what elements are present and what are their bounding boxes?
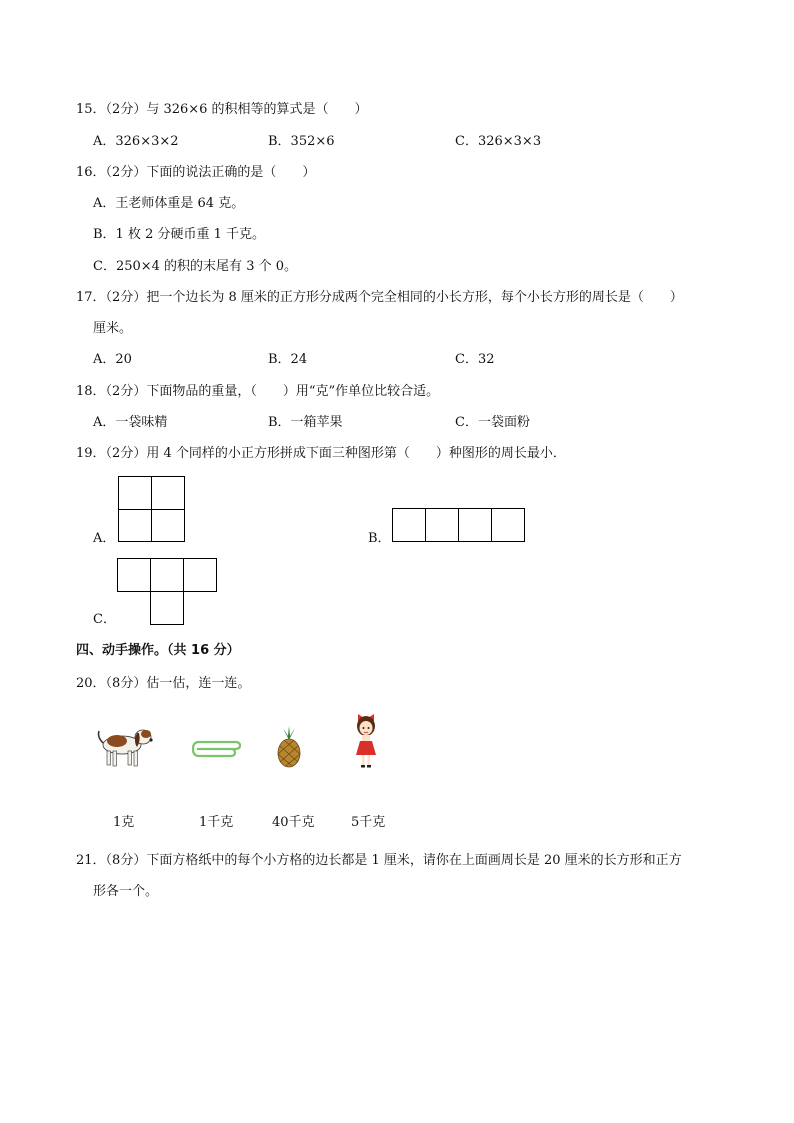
q17-stem-continued: 厘米。 [93,321,133,336]
pineapple-icon [274,726,304,768]
paperclip-icon [191,740,243,758]
q17-stem: 17．（2分）把一个边长为 8 厘米的正方形分成两个完全相同的小长方形，每个小长方形的周长是（ ） [76,290,683,305]
q18-option-b[interactable]: B．一箱苹果 [268,415,343,430]
q17-option-b[interactable]: B．24 [268,352,308,367]
q16-option-b[interactable]: B．1 枚 2 分硬币重 1 千克。 [93,227,266,242]
weight-label[interactable]: 5千克 [351,815,386,830]
q15-option-a[interactable]: A．326×3×2 [93,134,179,149]
q17-option-c[interactable]: C．32 [455,352,495,367]
weight-label[interactable]: 1克 [113,815,135,830]
figure-a-cell [151,509,185,542]
q19-label-c[interactable]: C． [93,612,116,627]
section-title: 四、动手操作。（共 16 分） [76,643,240,658]
q21-stem: 21．（8分）下面方格纸中的每个小方格的边长都是 1 厘米，请你在上面画周长是 20 厘米的长方形和正方 [76,853,682,868]
q21-stem-continued: 形各一个。 [93,884,159,899]
weight-label[interactable]: 1千克 [199,815,234,830]
figure-c-cell [150,591,184,625]
figure-a-cell [151,476,185,510]
figure-a-cell [118,476,152,510]
figure-b-cell [425,508,459,542]
figure-c-cell [150,558,184,592]
q20-stem: 20．（8分）估一估，连一连。 [76,676,251,691]
q15-stem: 15．（2分）与 326×6 的积相等的算式是（ ） [76,102,368,117]
figure-b-cell [491,508,525,542]
q16-stem: 16．（2分）下面的说法正确的是（ ） [76,165,316,180]
girl-icon [350,709,382,771]
q16-option-a[interactable]: A．王老师体重是 64 克。 [93,196,245,211]
q18-option-a[interactable]: A．一袋味精 [93,415,168,430]
figure-a-cell [118,509,152,542]
figure-c-cell [117,558,151,592]
q18-stem: 18．（2分）下面物品的重量，（ ）用“克”作单位比较合适。 [76,384,440,399]
dog-icon [95,723,157,771]
q19-stem: 19．（2分）用 4 个同样的小正方形拼成下面三种图形第（ ）种图形的周长最小． [76,446,566,461]
q19-label-b[interactable]: B． [368,531,391,546]
q16-option-c[interactable]: C．250×4 的积的末尾有 3 个 0。 [93,259,297,274]
q17-option-a[interactable]: A．20 [93,352,132,367]
figure-b-cell [392,508,426,542]
weight-label[interactable]: 40千克 [272,815,315,830]
q15-option-b[interactable]: B．352×6 [268,134,335,149]
figure-c-cell [183,558,217,592]
q18-option-c[interactable]: C．一袋面粉 [455,415,530,430]
q19-label-a[interactable]: A． [93,531,116,546]
figure-b-cell [458,508,492,542]
q15-option-c[interactable]: C．326×3×3 [455,134,542,149]
